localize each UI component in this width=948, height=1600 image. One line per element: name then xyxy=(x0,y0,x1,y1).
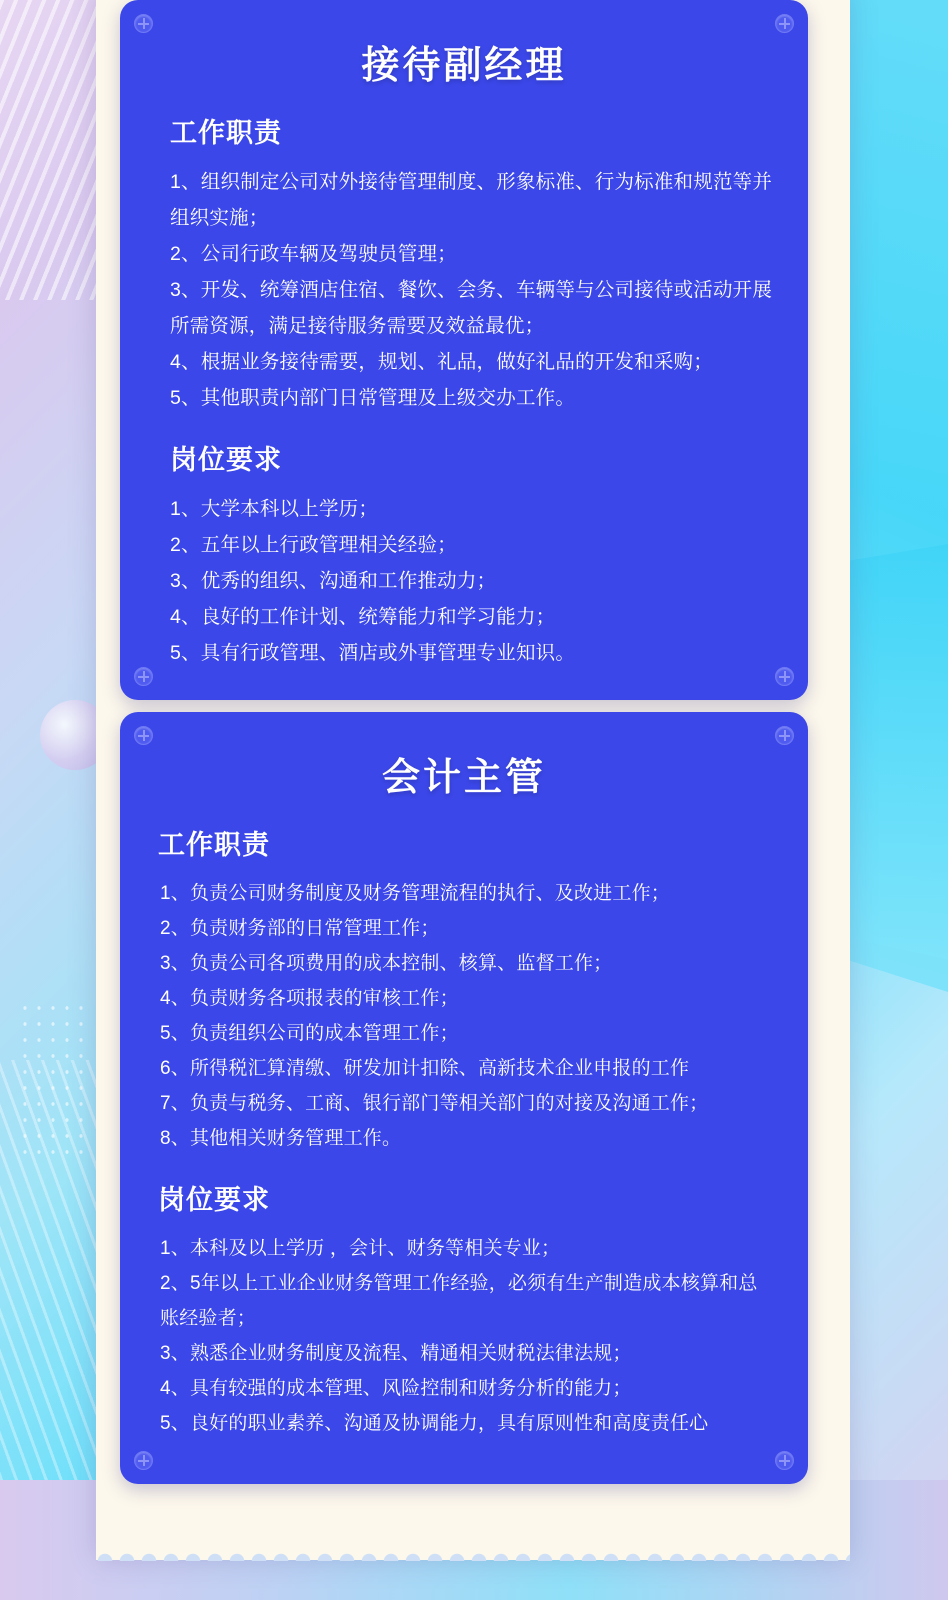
responsibilities-list xyxy=(148,164,780,416)
screw-icon xyxy=(775,1451,794,1470)
list-item: 3、开发、统筹酒店住宿、餐饮、会务、车辆等与公司接待或活动开展所需资源，满足接待服务需要及效益最优； xyxy=(170,279,773,337)
section-heading-requirements: 岗位要求 xyxy=(158,1185,270,1215)
requirements-list xyxy=(148,491,780,671)
screw-icon xyxy=(775,14,794,33)
screw-icon xyxy=(775,726,794,745)
list-item: 4、具有较强的成本管理、风险控制和财务分析的能力； xyxy=(160,1378,632,1399)
list-item: 8、其他相关财务管理工作。 xyxy=(160,1128,402,1149)
list-item: 2、五年以上行政管理相关经验； xyxy=(170,534,457,556)
job-title: 会计主管 xyxy=(381,757,546,799)
list-item: 1、大学本科以上学历； xyxy=(170,498,379,520)
job-card-accounting-supervisor xyxy=(120,712,808,1484)
list-item: 2、公司行政车辆及驾驶员管理； xyxy=(170,243,457,265)
list-item: 1、负责公司财务制度及财务管理流程的执行、及改进工作； xyxy=(160,883,670,904)
requirements-list xyxy=(148,1231,780,1441)
list-item: 2、负责财务部的日常管理工作； xyxy=(160,918,440,939)
job-title: 接待副经理 xyxy=(361,45,567,87)
list-item: 3、优秀的组织、沟通和工作推动力； xyxy=(170,570,497,592)
list-item: 4、负责财务各项报表的审核工作； xyxy=(160,988,459,1009)
list-item: 6、所得税汇算清缴、研发加计扣除、高新技术企业申报的工作 xyxy=(160,1058,690,1079)
section-heading-responsibilities: 工作职责 xyxy=(170,118,282,148)
list-item: 3、负责公司各项费用的成本控制、核算、监督工作； xyxy=(160,953,613,974)
job-card-reception-deputy-manager xyxy=(120,0,808,700)
screw-icon xyxy=(775,667,794,686)
screw-icon xyxy=(134,14,153,33)
list-item: 5、负责组织公司的成本管理工作； xyxy=(160,1023,459,1044)
screw-icon xyxy=(134,1451,153,1470)
screw-icon xyxy=(134,667,153,686)
list-item: 2、5年以上工业企业财务管理工作经验，必须有生产制造成本核算和总账经验者； xyxy=(160,1273,758,1329)
section-heading-requirements: 岗位要求 xyxy=(170,445,282,475)
list-item: 3、熟悉企业财务制度及流程、精通相关财税法律法规； xyxy=(160,1343,632,1364)
responsibilities-list xyxy=(148,876,780,1156)
list-item: 5、其他职责内部门日常管理及上级交办工作。 xyxy=(170,387,576,409)
list-item: 1、本科及以上学历 ，会计、财务等相关专业； xyxy=(160,1238,561,1259)
screw-icon xyxy=(134,726,153,745)
section-heading-responsibilities: 工作职责 xyxy=(158,830,270,860)
list-item: 5、良好的职业素养、沟通及协调能力，具有原则性和高度责任心 xyxy=(160,1413,709,1434)
list-item: 5、具有行政管理、酒店或外事管理专业知识。 xyxy=(170,642,576,664)
list-item: 4、根据业务接待需要，规划、礼品，做好礼品的开发和采购； xyxy=(170,351,713,373)
list-item: 1、组织制定公司对外接待管理制度、形象标准、行为标准和规范等并组织实施； xyxy=(170,171,773,229)
list-item: 7、负责与税务、工商、银行部门等相关部门的对接及沟通工作； xyxy=(160,1093,709,1114)
list-item: 4、良好的工作计划、统筹能力和学习能力； xyxy=(170,606,556,628)
